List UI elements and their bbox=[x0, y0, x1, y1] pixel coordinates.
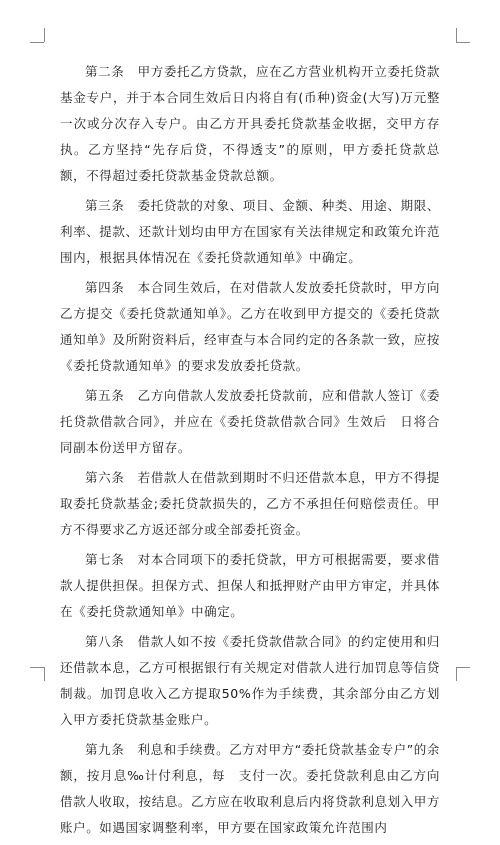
article-2-paragraph: 第二条 甲方委托乙方贷款，应在乙方营业机构开立委托贷款基金专户，并于本合同生效后日内将自有(币种)资金(大写)万元整一次或分次存入专户。由乙方开具委托贷款基金收据，交甲方存执。乙方坚持“先存后贷，不得透支”的原则，甲方委托贷款总额，不得超过委托贷款基金贷款总额。 bbox=[60, 64, 440, 183]
crop-mark-top-right-h bbox=[456, 42, 470, 43]
article-7-paragraph: 第七条 对本合同项下的委托贷款，甲方可根据需要，要求借款人提供担保。担保方式、担保人和抵押财产由甲方审定，并具体在《委托贷款通知单》中确定。 bbox=[60, 552, 440, 619]
crop-mark-top-left-h bbox=[30, 42, 44, 43]
article-8-paragraph: 第八条 借款人如不按《委托贷款借款合同》的约定使用和归还借款本息，乙方可根据银行有关规定对借款人进行加罚息等信贷制裁。加罚息收入乙方提取50%作为手续费，其余部分由乙方划入甲方委托贷款基金账户。 bbox=[60, 634, 440, 727]
article-3-paragraph: 第三条 委托贷款的对象、项目、金额、种类、用途、期限、利率、提款、还款计划均由甲方在国家有关法律规定和政策允许范围内，根据具体情况在《委托贷款通知单》中确定。 bbox=[60, 198, 440, 265]
crop-mark-bottom-left-v bbox=[44, 667, 45, 681]
crop-mark-top-right-v bbox=[456, 28, 457, 42]
crop-mark-top-left-v bbox=[44, 28, 45, 42]
article-4-paragraph: 第四条 本合同生效后，在对借款人发放委托贷款时，甲方向乙方提交《委托贷款通知单》。乙方在收到甲方提交的《委托贷款通知单》及所附资料后，经审查与本合同约定的各条款一致，应按《委托贷款通知单》的要求发放委托贷款。 bbox=[60, 280, 440, 373]
article-5-paragraph: 第五条 乙方向借款人发放委托贷款前，应和借款人签订《委托贷款借款合同》，并应在《委托贷款借款合同》生效后 日将合同副本份送甲方留存。 bbox=[60, 388, 440, 455]
article-9-paragraph: 第九条 利息和手续费。乙方对甲方“委托贷款基金专户”的余额，按月息‰计付利息，每 支付一次。委托贷款利息由乙方向借款人收取，按结息。乙方应在收取利息后内将贷款利息划入甲方账户。如遇国家调整利率，甲方要在国家政策允许范围内 bbox=[60, 742, 440, 835]
crop-mark-bottom-right-v bbox=[456, 667, 457, 681]
crop-mark-bottom-left-h bbox=[30, 667, 44, 668]
article-6-paragraph: 第六条 若借款人在借款到期时不归还借款本息，甲方不得提取委托贷款基金;委托贷款损失的，乙方不承担任何赔偿责任。甲方不得要求乙方返还部分或全部委托资金。 bbox=[60, 470, 440, 537]
crop-mark-bottom-right-h bbox=[456, 667, 470, 668]
document-body bbox=[60, 59, 440, 845]
